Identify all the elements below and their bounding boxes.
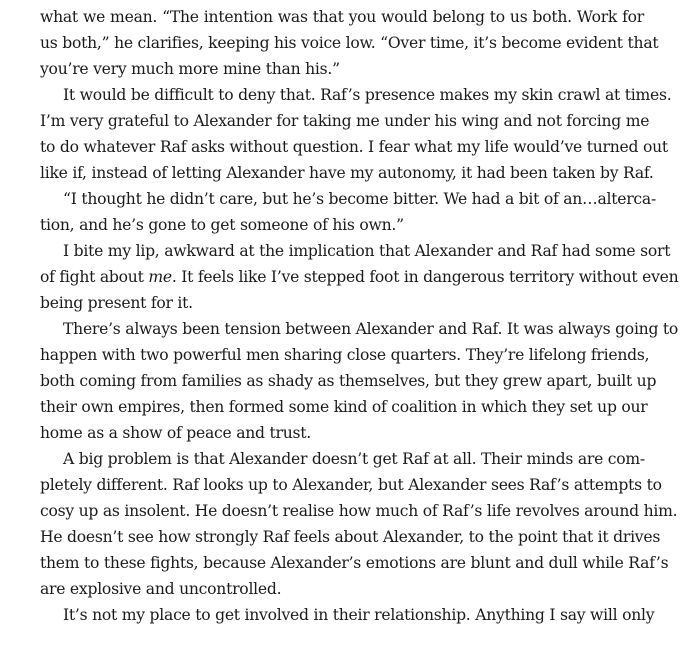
text-line-16: their own empires, then formed some kind of coalition in which they set up our	[40, 398, 648, 416]
text-line-21: He doesn’t see how strongly Raf feels about Alexander, to the point that it drives	[40, 528, 661, 546]
text-line-12: being present for it.	[40, 294, 193, 312]
emphasis-me: me	[148, 268, 172, 286]
text-line-6: to do whatever Raf asks without question. I fear what my life would’ve turned out	[40, 138, 668, 156]
text-line-15: both coming from families as shady as themselves, but they grew apart, built up	[40, 372, 657, 390]
text-line-14: happen with two powerful men sharing close quarters. They’re lifelong friends,	[40, 346, 650, 364]
text-line-13: There’s always been tension between Alexander and Raf. It was always going to	[63, 320, 679, 338]
text-line-10: I bite my lip, awkward at the implication that Alexander and Raf had some sort	[63, 242, 671, 260]
text-line-9: tion, and he’s gone to get someone of his own.”	[40, 216, 404, 234]
text-line-18: A big problem is that Alexander doesn’t get Raf at all. Their minds are com-	[63, 450, 645, 468]
text-line-4: It would be difficult to deny that. Raf’s presence makes my skin crawl at times.	[63, 86, 672, 104]
text-line-11	[40, 264, 679, 290]
text-line-2: us both,” he clarifies, keeping his voice low. “Over time, it’s become evident that	[40, 34, 659, 52]
text-line-20: cosy up as insolent. He doesn’t realise how much of Raf’s life revolves around him.	[40, 502, 678, 520]
text-line-23: are explosive and uncontrolled.	[40, 580, 282, 598]
text-line-19: pletely different. Raf looks up to Alexander, but Alexander sees Raf’s attempts to	[40, 476, 662, 494]
text-line-17: home as a show of peace and trust.	[40, 424, 311, 442]
text-line-5: I’m very grateful to Alexander for taking me under his wing and not forcing me	[40, 112, 650, 130]
text-line-1: what we mean. “The intention was that you would belong to us both. Work for	[40, 8, 644, 26]
text-line-3: you’re very much more mine than his.”	[40, 60, 340, 78]
text-line-7: like if, instead of letting Alexander have my autonomy, it had been taken by Raf.	[40, 164, 654, 182]
text-line-24: It’s not my place to get involved in their relationship. Anything I say will only	[63, 606, 655, 624]
text-line-11-start: of fight about	[40, 268, 149, 286]
text-line-8: “I thought he didn’t care, but he’s become bitter. We had a bit of an…alterca-	[63, 190, 656, 208]
text-line-22: them to these fights, because Alexander’s emotions are blunt and dull while Raf’s	[40, 554, 669, 572]
text-line-11-end: . It feels like I’ve stepped foot in dangerous territory without even	[171, 268, 679, 286]
